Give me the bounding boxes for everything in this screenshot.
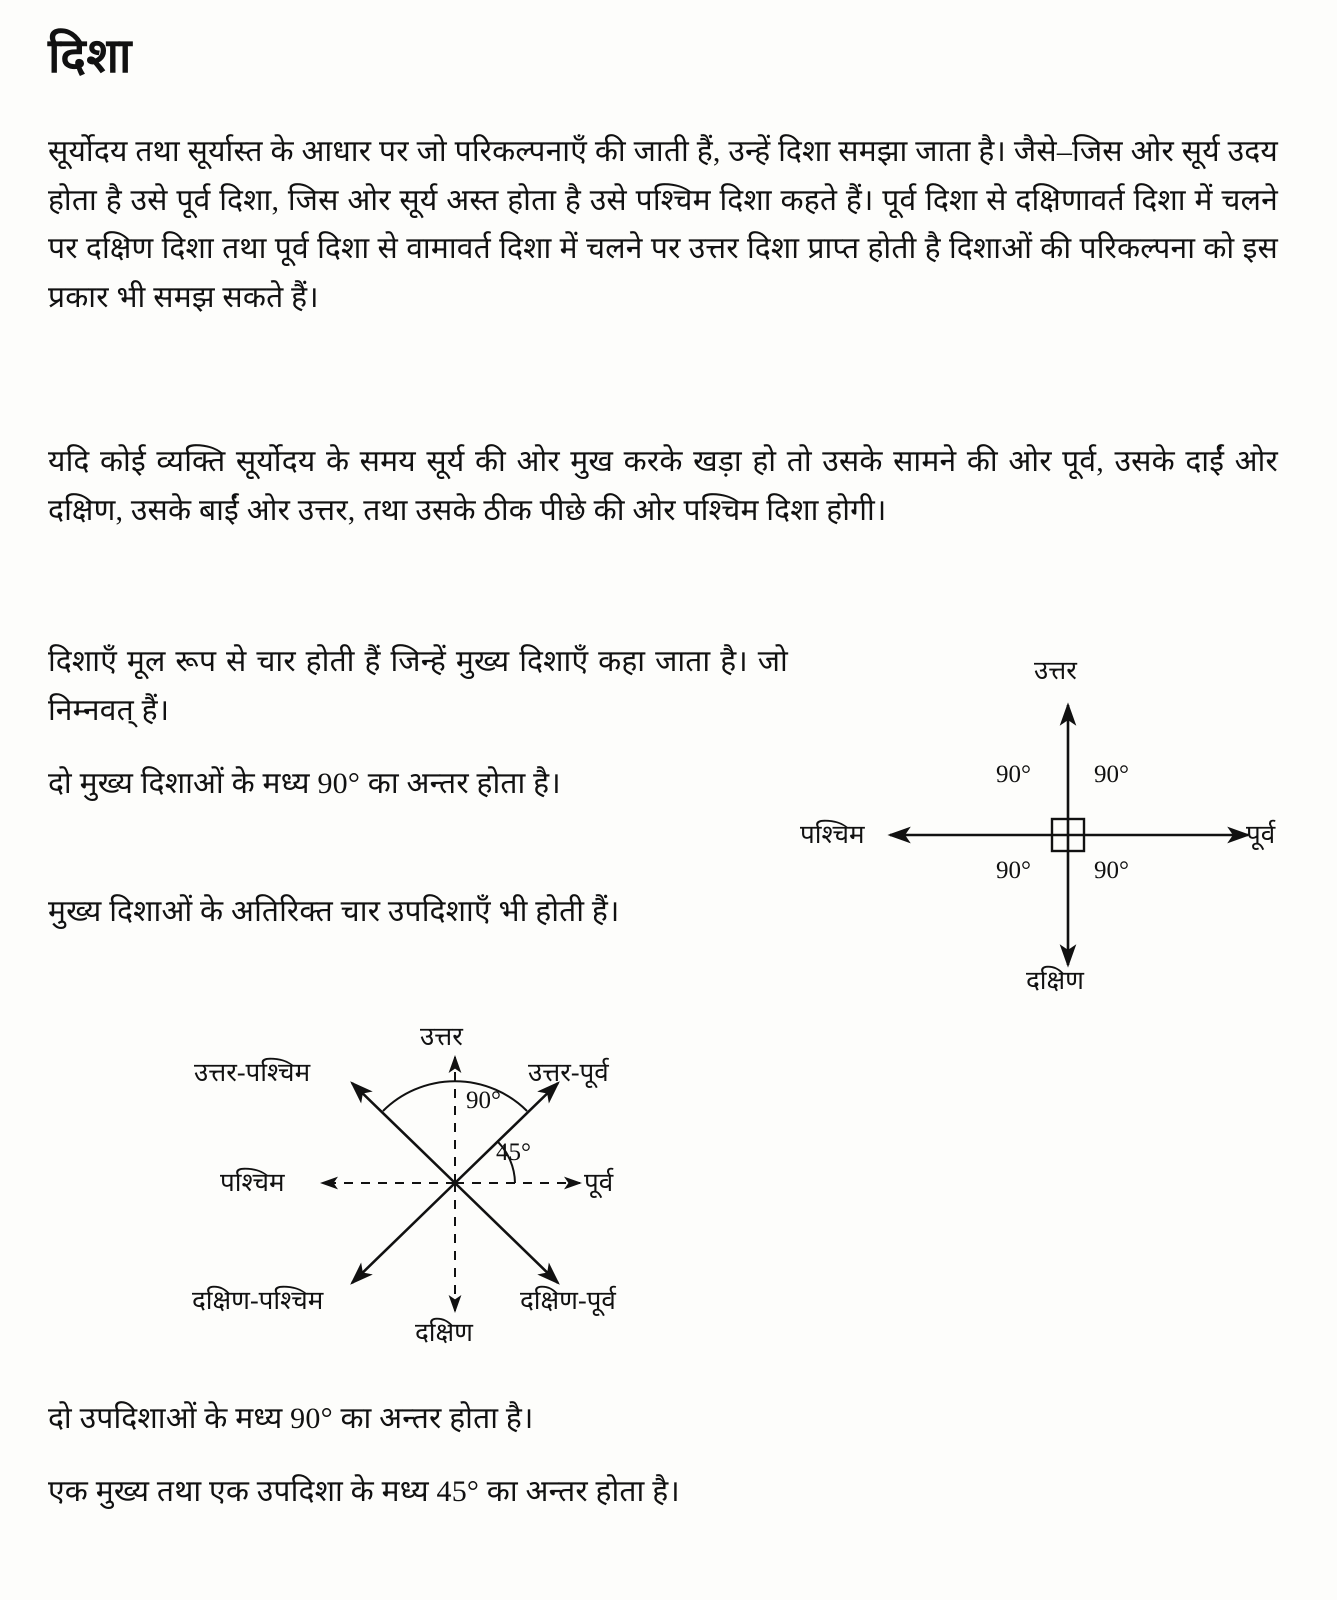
fig2-label-north-east: उत्तर-पूर्व — [528, 1058, 609, 1087]
fig1-angle-nw: 90° — [996, 761, 1031, 788]
paragraph-2: यदि कोई व्यक्ति सूर्योदय के समय सूर्य की ओर मुख करके खड़ा हो तो उसके सामने की ओर पूर्व, उसके दाईं ओर दक्षिण, उसके बाईं ओर उत्तर, तथा उसके ठीक पीछे की ओर पश्चिम दिशा होगी। — [48, 445, 1278, 527]
fig1-angle-sw: 90° — [996, 857, 1031, 884]
paragraph-5: मुख्य दिशाओं के अतिरिक्त चार उपदिशाएँ भी होती हैं। — [48, 895, 620, 928]
fig2-angle-45: 45° — [496, 1139, 531, 1166]
fig2-label-south-east: दक्षिण-पूर्व — [520, 1286, 616, 1315]
fig1-angle-se: 90° — [1094, 857, 1129, 884]
paragraph-6: दो उपदिशाओं के मध्य 90° का अन्तर होता है। — [48, 1402, 534, 1435]
fig1-label-east: पूर्व — [1246, 820, 1276, 849]
fig2-label-south: दक्षिण — [415, 1318, 473, 1347]
paragraph-1: सूर्योदय तथा सूर्यास्त के आधार पर जो परिकल्पनाएँ की जाती हैं, उन्हें दिशा समझा जाता है। जैसे–जिस ओर सूर्य उदय होता है उसे पूर्व दिशा, जिस ओर सूर्य अस्त होता है उसे पश्चिम दिशा कहते हैं। पूर्व दिशा से दक्षिणावर्त दिशा में चलने पर दक्षिण दिशा तथा पूर्व दिशा से वामावर्त दिशा में चलने पर उत्तर दिशा प्राप्त होती है दिशाओं की परिकल्पना को इस प्रकार भी समझ सकते हैं। — [48, 135, 1278, 314]
fig2-angle-90: 90° — [466, 1087, 501, 1114]
fig2-label-west: पश्चिम — [220, 1168, 285, 1197]
fig2-label-north: उत्तर — [420, 1022, 463, 1051]
fig2-label-east: पूर्व — [584, 1168, 614, 1197]
paragraph-7: एक मुख्य तथा एक उपदिशा के मध्य 45° का अन्तर होता है। — [48, 1475, 680, 1508]
fig2-label-north-west: उत्तर-पश्चिम — [194, 1058, 311, 1087]
page-title: दिशा — [48, 30, 132, 83]
cardinal-directions-diagram — [800, 645, 1288, 1005]
fig2-label-south-west: दक्षिण-पश्चिम — [192, 1286, 324, 1315]
paragraph-4: दो मुख्य दिशाओं के मध्य 90° का अन्तर होता है। — [48, 767, 561, 800]
ordinal-directions-diagram — [170, 1005, 730, 1380]
fig1-label-west: पश्चिम — [800, 820, 865, 849]
paragraph-3: दिशाएँ मूल रूप से चार होती हैं जिन्हें मुख्य दिशाएँ कहा जाता है। जो निम्नवत् हैं। — [48, 645, 788, 727]
fig1-angle-ne: 90° — [1094, 761, 1129, 788]
fig1-label-south: दक्षिण — [1026, 966, 1084, 995]
fig1-label-north: उत्तर — [1034, 656, 1077, 685]
cardinal-diagram-svg — [848, 645, 1288, 1005]
